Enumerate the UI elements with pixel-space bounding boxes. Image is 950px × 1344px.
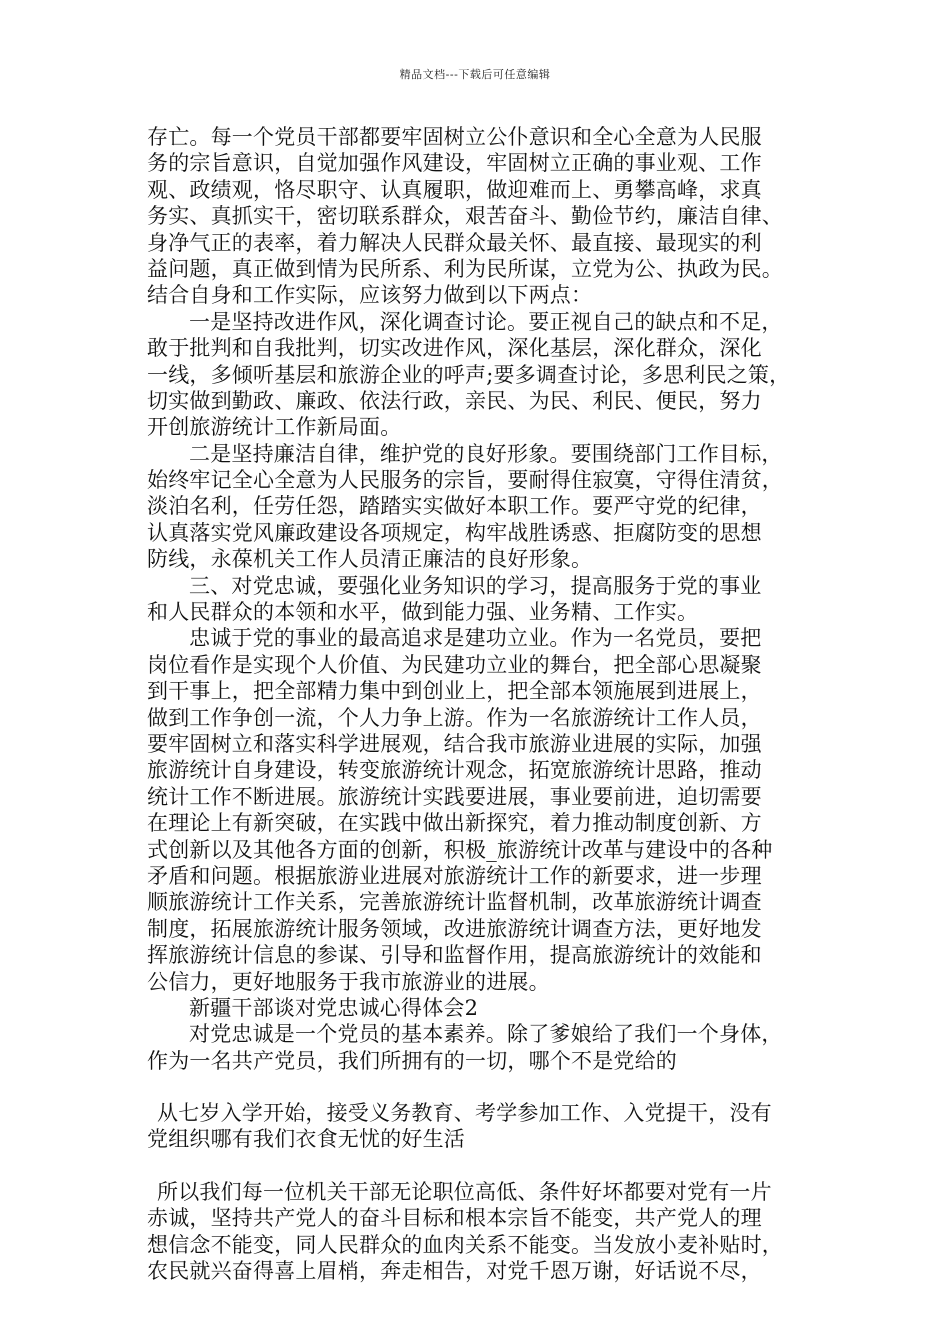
text-line: 要牢固树立和落实科学进展观，结合我市旅游业进展的实际，加强: [147, 731, 762, 756]
text-line: 三、对党忠诚，要强化业务知识的学习，提高服务于党的事业: [189, 573, 762, 598]
text-line: 想信念不能变，同人民群众的血肉关系不能变。当发放小麦补贴时，: [147, 1232, 783, 1257]
text-line: 作为一名共产党员，我们所拥有的一切，哪个不是党给的: [147, 1048, 677, 1073]
text-line: 始终牢记全心全意为人民服务的宗旨，要耐得住寂寞，守得住清贫，: [147, 468, 783, 493]
text-line: 开创旅游统计工作新局面。: [147, 415, 402, 440]
text-line: 制度，拓展旅游统计服务领域，改进旅游统计调查方法，更好地发: [147, 916, 762, 941]
text-line: 忠诚于党的事业的最高追求是建功立业。作为一名党员，要把: [189, 626, 762, 651]
text-line: 观、政绩观，恪尽职守、认真履职，做迎难而上、勇攀高峰，求真: [147, 177, 762, 202]
text-line: 矛盾和问题。根据旅游业进展对旅游统计工作的新要求，进一步理: [147, 863, 762, 888]
text-line: 对党忠诚是一个党员的基本素养。除了爹娘给了我们一个身体，: [189, 1022, 783, 1047]
text-line: 存亡。每一个党员干部都要牢固树立公仆意识和全心全意为人民服: [147, 125, 762, 149]
text-line: 一是坚持改进作风，深化调查讨论。要正视自己的缺点和不足，: [189, 309, 783, 334]
text-line: 做到工作争创一流，个人力争上游。作为一名旅游统计工作人员，: [147, 705, 762, 730]
text-line: 农民就兴奋得喜上眉梢，奔走相告，对党千恩万谢，好话说不尽，: [147, 1259, 762, 1284]
text-line: 党组织哪有我们衣食无忧的好生活: [147, 1127, 465, 1152]
text-line: 到干事上，把全部精力集中到创业上，把全部本领施展到进展上，: [147, 679, 762, 704]
text-line: 防线，永葆机关工作人员清正廉洁的良好形象。: [147, 547, 593, 572]
text-line: 统计工作不断进展。旅游统计实践要进展，事业要前进，迫切需要: [147, 784, 762, 809]
paragraph-gap: [147, 1074, 827, 1100]
text-line: 所以我们每一位机关干部无论职位高低、条件好坏都要对党有一片: [157, 1179, 772, 1204]
text-line: 身净气正的表率，着力解决人民群众最关怀、最直接、最现实的利: [147, 230, 762, 255]
text-line: 务的宗旨意识，自觉加强作风建设，牢固树立正确的事业观、工作: [147, 151, 762, 176]
text-line: 挥旅游统计信息的参谋、引导和监督作用，提高旅游统计的效能和: [147, 943, 762, 968]
text-line: 切实做到勤政、廉政、依法行政，亲民、为民、利民、便民，努力: [147, 388, 762, 413]
text-line: 一线，多倾听基层和旅游企业的呼声;要多调查讨论，多思利民之策，: [147, 362, 791, 387]
paragraph-gap: [147, 1153, 827, 1179]
text-line: 式创新以及其他各方面的创新，积极_旅游统计改革与建设中的各种: [147, 837, 773, 862]
text-line: 公信力，更好地服务于我市旅游业的进展。: [147, 969, 550, 994]
text-line: 和人民群众的本领和水平，做到能力强、业务精、工作实。: [147, 600, 699, 625]
text-line: 旅游统计自身建设，转变旅游统计观念，拓宽旅游统计思路，推动: [147, 758, 762, 783]
text-line: 益问题，真正做到情为民所系、利为民所谋，立党为公、执政为民。: [147, 256, 783, 281]
text-line: 二是坚持廉洁自律，维护党的良好形象。要围绕部门工作目标，: [189, 441, 783, 466]
text-line: 顺旅游统计工作关系，完善旅游统计监督机制，改革旅游统计调查: [147, 890, 762, 915]
text-line: 在理论上有新突破，在实践中做出新探究，着力推动制度创新、方: [147, 811, 762, 836]
text-line: 务实、真抓实干，密切联系群众，艰苦奋斗、勤俭节约，廉洁自律、: [147, 204, 783, 229]
paragraph-block-main: [147, 124, 827, 1074]
document-body: [147, 124, 827, 1284]
text-line: 敢于批判和自我批判，切实改进作风，深化基层，深化群众，深化: [147, 336, 762, 361]
text-line: 岗位看作是实现个人价值、为民建功立业的舞台，把全部心思凝聚: [147, 652, 762, 677]
text-line: 认真落实党风廉政建设各项规定，构牢战胜诱惑、拒腐防变的思想: [147, 520, 762, 545]
text-line: 结合自身和工作实际，应该努力做到以下两点：: [147, 283, 593, 308]
text-line: 新疆干部谈对党忠诚心得体会2: [189, 995, 479, 1020]
page-header: 精品文档---下载后可任意编辑: [399, 68, 551, 81]
text-line: 淡泊名利，任劳任怨，踏踏实实做好本职工作。要严守党的纪律，: [147, 494, 762, 519]
paragraph-block-3: [147, 1179, 827, 1285]
text-line: 从七岁入学开始，接受义务教育、考学参加工作、入党提干，没有: [157, 1101, 772, 1126]
text-line: 赤诚，坚持共产党人的奋斗目标和根本宗旨不能变，共产党人的理: [147, 1206, 762, 1231]
paragraph-block-2: [147, 1100, 827, 1153]
